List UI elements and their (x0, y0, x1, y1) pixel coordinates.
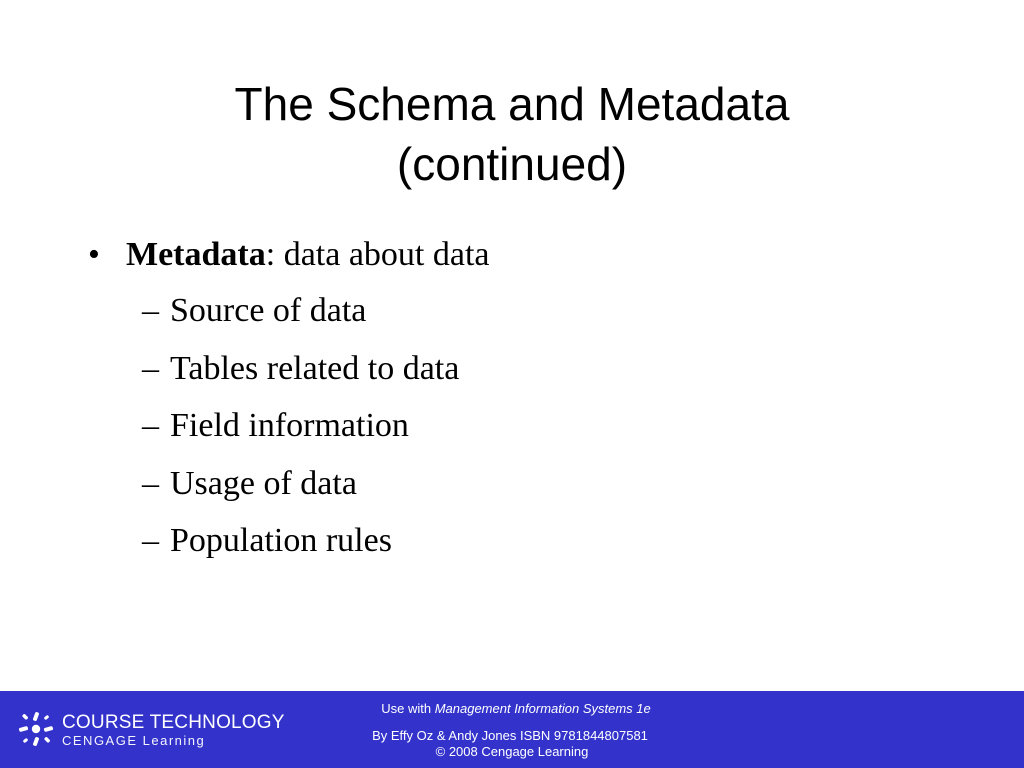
sub-bullet-marker: – (142, 407, 159, 444)
brand-text (62, 713, 285, 749)
bullet-marker: • (88, 236, 100, 273)
title-line-1: The Schema and Metadata (234, 78, 790, 130)
course-technology-logo-icon (16, 709, 56, 749)
slide-title (90, 74, 934, 194)
sub-bullet (88, 512, 938, 570)
main-bullet (88, 228, 938, 282)
sub-bullet (88, 340, 938, 398)
sub-bullet-text: Usage of data (170, 464, 357, 502)
bullet-list (88, 228, 938, 570)
brand-line-2: CENGAGE Learning (62, 733, 206, 748)
footer-bar (0, 691, 1024, 768)
sub-bullet-text: Population rules (170, 522, 392, 559)
sub-bullet-text: Tables related to data (170, 349, 460, 387)
sub-bullet-marker: – (142, 292, 159, 329)
bullet-text (126, 228, 490, 282)
brand-line-1: COURSE TECHNOLOGY (62, 712, 285, 733)
footer-authors: By Effy Oz & Andy Jones ISBN 9781844807581 (372, 728, 648, 743)
sub-bullet-text: Field information (170, 407, 409, 444)
footer-use-with (306, 701, 726, 717)
bullet-definition: : data about data (265, 236, 490, 273)
use-with-prefix: Use with (381, 701, 435, 716)
sub-bullet-text: Source of data (170, 292, 367, 329)
title-line-2: (continued) (396, 138, 628, 190)
sub-bullet-marker: – (142, 464, 159, 502)
footer-credits (300, 701, 720, 760)
footer-copyright: © 2008 Cengage Learning (435, 744, 589, 759)
bullet-term: Metadata (126, 236, 266, 273)
sub-bullet-marker: – (142, 349, 159, 387)
book-title: Management Information Systems 1e (434, 701, 651, 716)
sub-bullet-marker: – (142, 522, 159, 559)
sub-bullet (88, 397, 938, 455)
sub-bullet-list (88, 282, 938, 570)
sub-bullet (88, 282, 938, 340)
sub-bullet-container (88, 282, 938, 570)
sub-bullet (88, 455, 938, 513)
